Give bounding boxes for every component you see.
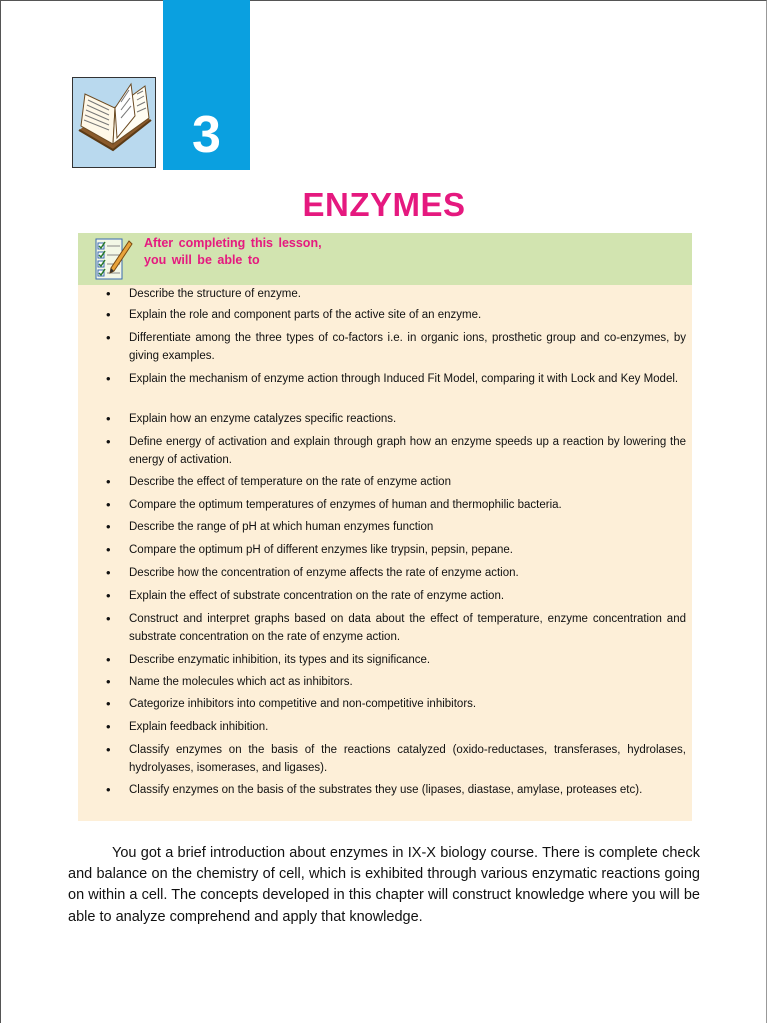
- objective-item: • Explain the role and component parts of the active site of an enzyme.: [106, 307, 482, 322]
- objective-item: • Explain feedback inhibition.: [106, 719, 269, 734]
- intro-paragraph: You got a brief introduction about enzymes in IX-X biology course. There is complete check and balance on the chemistry of cell, which is exhibited through various enzymatic reactions going on within a cell. The concepts developed in this chapter will construct knowledge where you will be able to analyze comprehend and apply that knowledge.: [68, 845, 700, 925]
- objective-item: • Explain the mechanism of enzyme action through Induced Fit Model, comparing it with Lock and Key Model.: [106, 371, 679, 386]
- chapter-title: ENZYMES: [302, 186, 466, 223]
- objective-item: • Compare the optimum pH of different enzymes like trypsin, pepsin, pepane.: [106, 542, 513, 557]
- objective-item: • Classify enzymes on the basis of the reactions catalyzed (oxido-reductases, transferases, hydrolases, hydrolyases, isomerases, and ligases).: [106, 742, 686, 774]
- objective-item: • Classify enzymes on the basis of the substrates they use (lipases, diastase, amylase, proteases etc).: [106, 782, 643, 797]
- objective-item: • Differentiate among the three types of co-factors i.e. in organic ions, prosthetic group and co-enzymes, by giving examples.: [106, 330, 686, 362]
- objective-item: • Describe how the concentration of enzyme affects the rate of enzyme action.: [106, 565, 519, 580]
- objective-item: • Categorize inhibitors into competitive and non-competitive inhibitors.: [106, 696, 477, 711]
- objective-item: • Describe enzymatic inhibition, its types and its significance.: [106, 652, 431, 667]
- objectives-heading-line1: After completing this lesson,: [144, 236, 322, 250]
- objective-item: • Define energy of activation and explain through graph how an enzyme speeds up a reaction by lowering the energy of activation.: [106, 434, 686, 466]
- objective-item: • Name the molecules which act as inhibitors.: [106, 674, 353, 689]
- objectives-heading: [144, 235, 404, 269]
- chapter-number: 3: [192, 106, 221, 164]
- open-book-icon: [72, 77, 156, 168]
- objective-item: • Construct and interpret graphs based on data about the effect of temperature, enzyme concentration and substrate concentration on the rate of enzyme action.: [106, 611, 686, 643]
- objectives-header: [78, 233, 692, 285]
- checklist-pencil-icon: [94, 237, 134, 281]
- objective-item: • Explain how an enzyme catalyzes specific reactions.: [106, 411, 397, 426]
- objective-item: • Compare the optimum temperatures of enzymes of human and thermophilic bacteria.: [106, 497, 562, 512]
- objectives-box: [78, 285, 692, 821]
- objective-item: • Describe the structure of enzyme.: [106, 286, 301, 301]
- objective-item: • Describe the range of pH at which human enzymes function: [106, 519, 434, 534]
- objective-item: • Describe the effect of temperature on the rate of enzyme action: [106, 474, 451, 489]
- objective-item: • Explain the effect of substrate concentration on the rate of enzyme action.: [106, 588, 505, 603]
- objectives-heading-line2: you will be able to: [144, 253, 260, 267]
